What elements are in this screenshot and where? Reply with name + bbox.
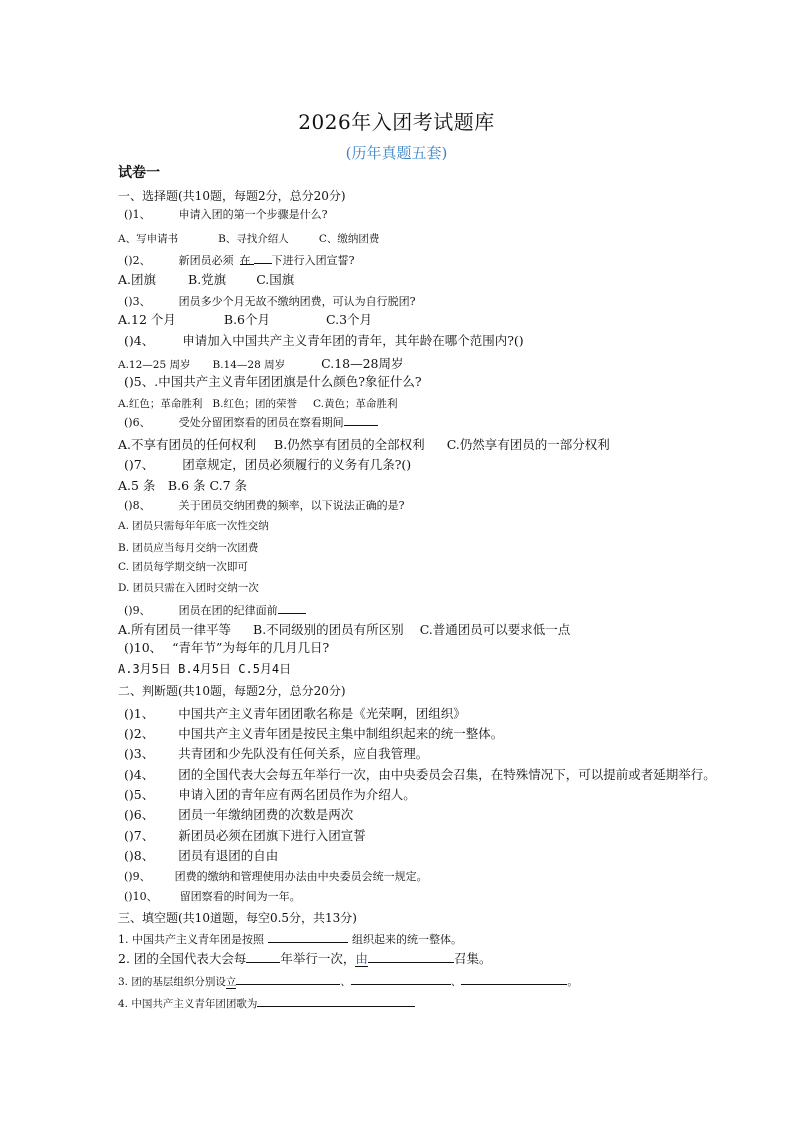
option-b: B.6个月 xyxy=(223,312,271,327)
question-number: ()3、 xyxy=(124,746,155,761)
option-b: B.仍然享有团员的全部权利 xyxy=(274,437,425,452)
question-number: ()1、 xyxy=(124,208,151,221)
question-7: ()7、 团章规定，团员必须履行的义务有几条?() xyxy=(124,457,412,472)
question-number: ()10、 xyxy=(124,890,158,903)
judgement-item xyxy=(124,868,428,884)
question-8: ()8、 关于团员交纳团费的频率，以下说法正确的是? xyxy=(124,499,405,512)
page-subtitle: (历年真题五套) xyxy=(345,144,448,162)
option-c: C.黄色；革命胜利 xyxy=(312,398,398,410)
question-10: ()10、 “青年节”为每年的几月几日? xyxy=(124,640,330,655)
option-c: C.18—28周岁 xyxy=(321,356,404,371)
fill-4: 4. 中国共产主义青年团团歌为 xyxy=(118,994,415,1011)
question-4-options xyxy=(118,354,404,372)
question-3: ()3、 团员多少个月无故不缴纳团费，可认为自行脱团? xyxy=(124,295,416,308)
question-6-options xyxy=(118,435,610,453)
option-c: C.国旗 xyxy=(256,272,295,287)
fill-2: 2. 团的全国代表大会每 年举行一次，由 召集。 xyxy=(118,951,492,966)
answer-blank[interactable] xyxy=(351,972,451,985)
question-4: ()4、 申请加入中国共产主义青年团的青年，其年龄在哪个范围内?() xyxy=(124,333,524,348)
answer-blank[interactable] xyxy=(461,972,567,985)
answer-blank[interactable] xyxy=(257,994,415,1007)
question-number: ()5、 xyxy=(124,787,155,802)
question-5-options xyxy=(118,396,397,411)
judgement-item xyxy=(124,888,301,904)
question-6: ()6、 受处分留团察看的团员在察看期间 xyxy=(124,413,378,430)
fill-3: 3. 团的基层组织分别设立 、 、 。 xyxy=(118,972,578,989)
question-number: ()2、 xyxy=(124,726,155,741)
page-title: 2026年入团考试题库 xyxy=(298,110,495,134)
judgement-item xyxy=(124,846,278,864)
paper-label: 试卷一 xyxy=(118,165,160,181)
option-c: C.普通团员可以要求低一点 xyxy=(419,622,571,637)
option-a: A.12—25 周岁 xyxy=(118,359,191,371)
question-text: 新团员必须 xyxy=(178,254,234,267)
option-b: B、寻找介绍人 xyxy=(218,233,289,245)
option-b: B.红色；团的荣誉 xyxy=(212,398,297,410)
question-number: ()6、 xyxy=(124,807,155,822)
question-number: ()4、 xyxy=(124,767,155,782)
question-text: 团员有退团的自由 xyxy=(178,848,279,863)
question-2-options xyxy=(118,270,294,288)
option-a: A.红色；革命胜利 xyxy=(118,398,203,410)
question-text: 团的全国代表大会每五年举行一次，由中央委员会召集，在特殊情况下，可以提前或者延期举行。 xyxy=(178,767,716,782)
question-7-options: A.5 条 B.6 条 C.7 条 xyxy=(118,478,248,493)
judgement-item xyxy=(124,744,428,762)
option-a: A.所有团员一律平等 xyxy=(118,622,232,637)
judgement-item xyxy=(124,826,366,844)
question-number: ()1、 xyxy=(124,706,155,721)
answer-blank[interactable] xyxy=(236,972,340,985)
question-text: 申请入团的青年应有两名团员作为介绍人。 xyxy=(178,787,416,802)
option-a: A.12 个月 xyxy=(118,312,176,327)
fill-1: 1. 中国共产主义青年团是按照 组织起来的统一整体。 xyxy=(118,930,462,947)
question-1-options xyxy=(118,231,379,246)
section2-header: 二、判断题(共10题，每题2分，总分20分) xyxy=(118,684,346,698)
question-8-option-a: A. 团员只需每年年底一次性交纳 xyxy=(118,520,269,532)
question-text: 中国共产主义青年团是按民主集中制组织起来的统一整体。 xyxy=(178,726,504,741)
question-9: ()9、 团员在团的纪律面前 xyxy=(124,601,306,618)
question-2: ()2、 新团员必须 在 下进行入团宣誓? xyxy=(124,251,355,268)
question-text-mid: 在 xyxy=(240,252,254,265)
answer-blank[interactable] xyxy=(246,950,280,963)
judgement-item xyxy=(124,765,716,783)
question-number: ()7、 xyxy=(124,828,155,843)
question-10-options: A.3月5日 B.4月5日 C.5月4日 xyxy=(118,662,292,676)
judgement-item xyxy=(124,724,503,742)
option-b: B.党旗 xyxy=(188,272,227,287)
judgement-item xyxy=(124,805,353,823)
option-c: C.3个月 xyxy=(326,312,373,327)
answer-blank[interactable] xyxy=(268,930,348,943)
option-c: C、缴纳团费 xyxy=(318,233,380,245)
question-text: 申请入团的第一个步骤是什么? xyxy=(178,208,328,221)
question-number: ()8、 xyxy=(124,848,155,863)
question-8-option-c: C. 团员每学期交纳一次即可 xyxy=(118,561,248,573)
question-1 xyxy=(124,206,328,222)
option-a: A.团旗 xyxy=(118,272,157,287)
question-text: 中国共产主义青年团团歌名称是《光荣啊，团组织》 xyxy=(178,706,466,721)
option-b: B.不同级别的团员有所区别 xyxy=(253,622,404,637)
question-text: 留团察看的时间为一年。 xyxy=(179,890,301,903)
question-text: 共青团和少先队没有任何关系，应自我管理。 xyxy=(178,746,429,761)
question-number: ()9、 xyxy=(124,870,151,883)
option-c: C.仍然享有团员的一部分权利 xyxy=(446,437,610,452)
option-b: B.14—28 周岁 xyxy=(212,359,286,371)
option-a: A、写申请书 xyxy=(118,233,179,245)
question-number: ()2、 xyxy=(124,254,151,267)
question-9-options xyxy=(118,620,570,638)
judgement-item xyxy=(124,704,466,722)
section1-header: 一、选择题(共10题，每题2分，总分20分) xyxy=(118,189,346,203)
judgement-item xyxy=(124,785,416,803)
question-text: 新团员必须在团旗下进行入团宣誓 xyxy=(178,828,366,843)
question-text: 团费的缴纳和管理使用办法由中央委员会统一规定。 xyxy=(174,870,428,883)
question-text: 团员一年缴纳团费的次数是两次 xyxy=(178,807,354,822)
question-3-options xyxy=(118,310,372,328)
section3-header: 三、填空题(共10道题，每空0.5分，共13分) xyxy=(118,911,357,925)
question-8-option-b: B. 团员应当每月交纳一次团费 xyxy=(118,542,259,554)
option-a: A.不享有团员的任何权利 xyxy=(118,437,257,452)
question-5: ()5、.中国共产主义青年团团旗是什么颜色?象征什么? xyxy=(124,374,422,389)
question-8-option-d: D. 团员只需在入团时交纳一次 xyxy=(118,582,259,594)
answer-blank[interactable] xyxy=(368,950,454,963)
